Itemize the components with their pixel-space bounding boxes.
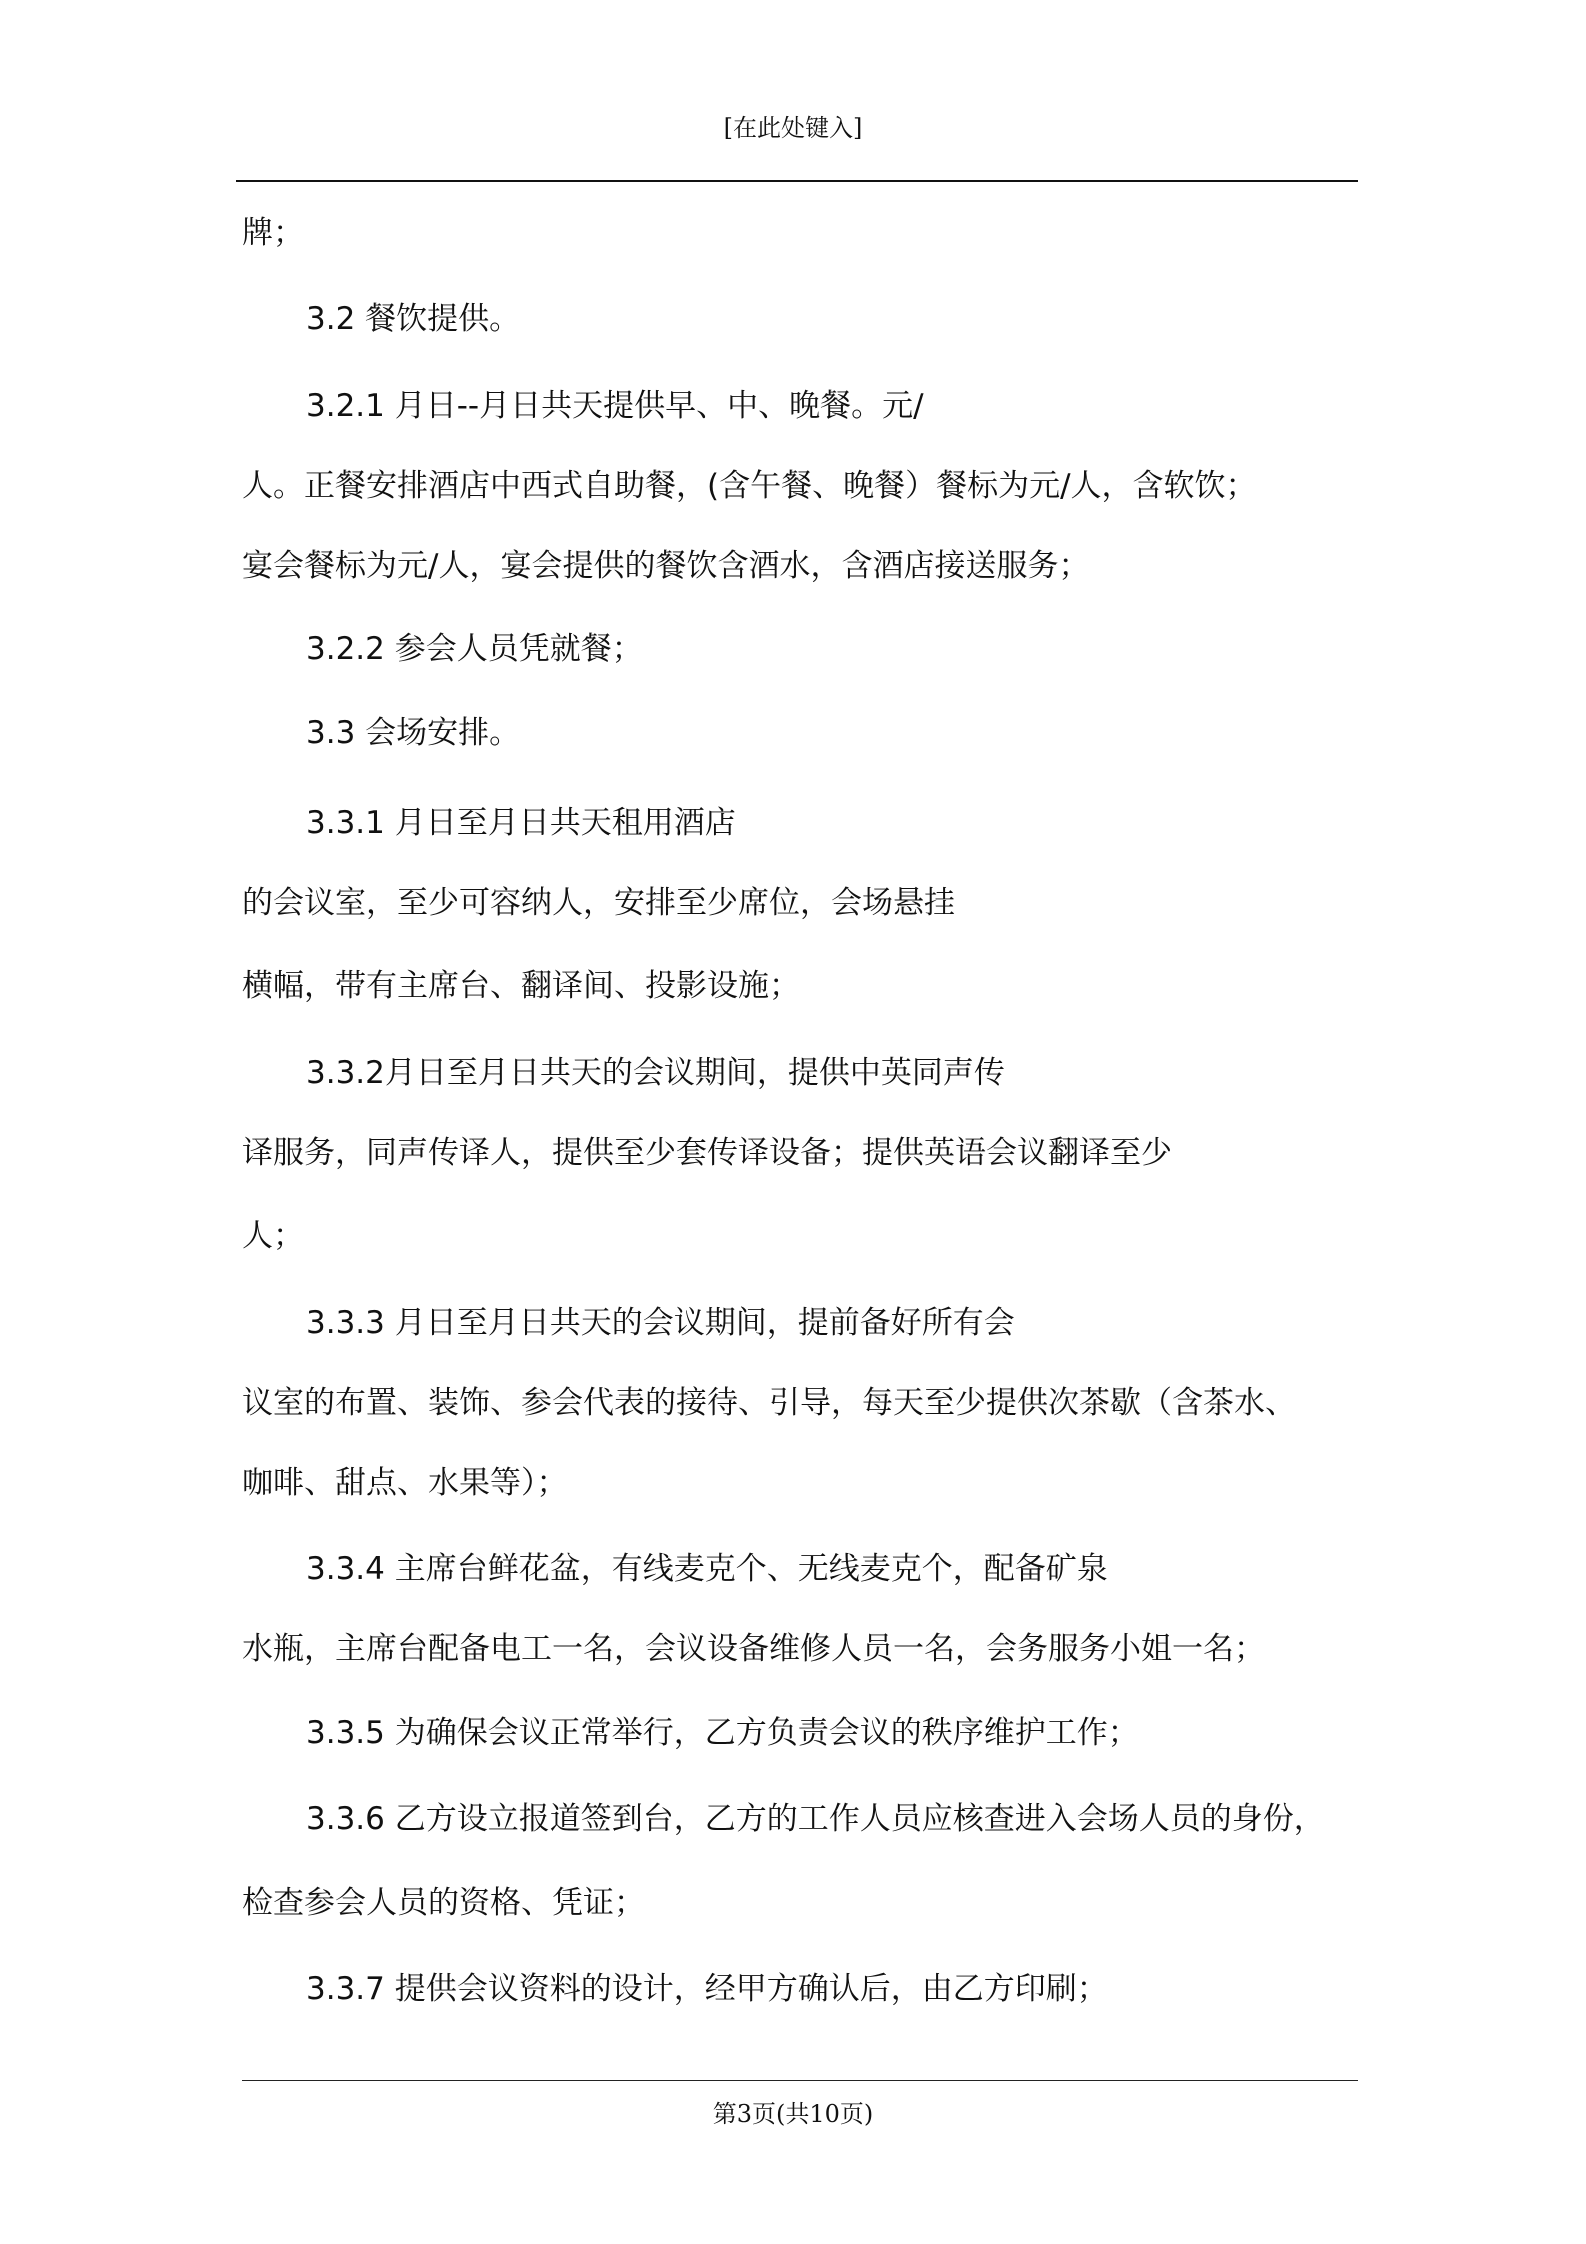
text-line [242,1052,1424,1094]
line-text: 天提供早、中、晚餐。 [572,388,883,424]
text-line [242,882,1360,924]
text-line [242,385,1424,427]
line-text: 个、无线麦克 [735,1551,922,1587]
text-line [242,1628,1360,1670]
text-line [242,298,1424,340]
text-line [242,1215,1360,1257]
line-text: 咖啡、甜点、水果等）； [242,1465,568,1501]
text-line [242,465,1360,507]
text-line [242,1462,1360,1504]
line-text: 日至 [425,1305,488,1341]
line-text: 检查参会人员的资格、凭证； [242,1885,645,1921]
line-text: 的 [242,885,273,921]
line-text: 日至 [425,805,488,841]
line-text: 日共 [518,1305,581,1341]
line-text: 3.2.1 [306,388,395,424]
line-text: 3.3.4 主席台鲜花 [306,1551,550,1587]
text-line [242,1712,1424,1754]
line-text: 3.3.1 [306,805,395,841]
line-text: 月 [394,1305,426,1341]
line-text: 3.2 餐饮提供。 [306,301,521,337]
text-line [242,802,1424,844]
text-line [242,1382,1360,1424]
line-text: 人。正餐安排酒店中西式自助餐，(含午餐、晚餐）餐标为 [242,468,1030,504]
text-line [242,1302,1424,1344]
text-line [242,965,1360,1007]
header-rule [236,180,1358,182]
line-text: 元/人，含软饮； [1029,468,1257,504]
line-text: 3.2.2 参会人员凭 [306,631,550,667]
line-text: 3.3.2 [306,1055,385,1091]
page-header: [在此处键入] [723,114,863,142]
line-text: 月 [487,805,519,841]
line-text: 横幅，带有 [242,968,397,1004]
line-text: 人，安排至少 [552,885,738,921]
line-text: 人，提供至少 [490,1135,676,1171]
text-line [242,1882,1360,1924]
line-text: 天的会议期间，提前备好所有会 [580,1305,1015,1341]
line-text: 3.3.5 为确保会议正常举行，乙方负责会议的秩序维护工作； [306,1715,1139,1751]
line-text: 3.3.7 提供会议资料的设计，经甲方确认后，由乙方印刷； [306,1971,1108,2007]
line-text: 酒水，含酒店接送服务； [748,548,1090,584]
line-text: 宴会餐标为 [242,548,397,584]
line-text: 3.3.6 乙方设立报道签到台，乙方的工作人员应核查进入会场人员的身份， [306,1801,1325,1837]
line-text: 月 [487,1305,519,1341]
line-text: 日-- [425,388,480,424]
line-text: 席位，会场悬挂 [738,885,955,921]
line-text: 月 [384,1055,416,1091]
line-text: 主席台、 [397,968,521,1004]
line-text: 天租用 [580,805,674,841]
line-text: 日共 [508,1055,571,1091]
line-text: 酒店 [673,805,736,841]
text-line [242,1798,1424,1840]
line-text: 投影设施； [645,968,800,1004]
line-text: 人； [242,1218,304,1254]
text-line [242,628,1424,670]
line-text: 天的会议期间，提供中英同声传 [570,1055,1005,1091]
line-text: 月 [477,1055,509,1091]
line-text: 议室的布置、装饰、参会代表的接待、引导，每天至少提供 [242,1385,1048,1421]
line-text: 月 [394,388,426,424]
line-text: 次茶歇（含茶水、 [1048,1385,1296,1421]
line-text: 3.3 会场安排。 [306,715,521,751]
line-text: 译服务，同声传译 [242,1135,490,1171]
line-text: 个，配备矿泉 [921,1551,1108,1587]
line-text: 牌； [242,215,304,251]
line-text: 套传译设备；提供英语会议翻译至少 [676,1135,1172,1171]
text-line [242,1548,1424,1590]
line-text: 元/人，宴会提供的餐饮含 [397,548,749,584]
line-text: 日共 [518,805,581,841]
text-line [242,545,1360,587]
footer-rule [242,2080,1358,2081]
line-text: 日共 [510,388,573,424]
line-text: 瓶，主席台配备电工一名，会议设备维修人员一名，会务服务小姐一名； [273,1631,1265,1667]
line-text: 日至 [415,1055,478,1091]
text-line [242,1132,1360,1174]
line-text: 水 [242,1631,273,1667]
line-text: 盆，有线麦克 [549,1551,736,1587]
line-text: 就餐； [549,631,643,667]
line-text: 3.3.3 [306,1305,395,1341]
line-text: 元/ [882,388,924,424]
text-line [242,712,1424,754]
page-footer: 第3页(共10页) [712,2100,874,2128]
line-text: 会议室，至少可容纳 [273,885,552,921]
line-text: 月 [394,805,426,841]
text-line [242,212,1360,254]
line-text: 翻译间、 [521,968,645,1004]
line-text: 月 [479,388,511,424]
text-line [242,1968,1424,2010]
